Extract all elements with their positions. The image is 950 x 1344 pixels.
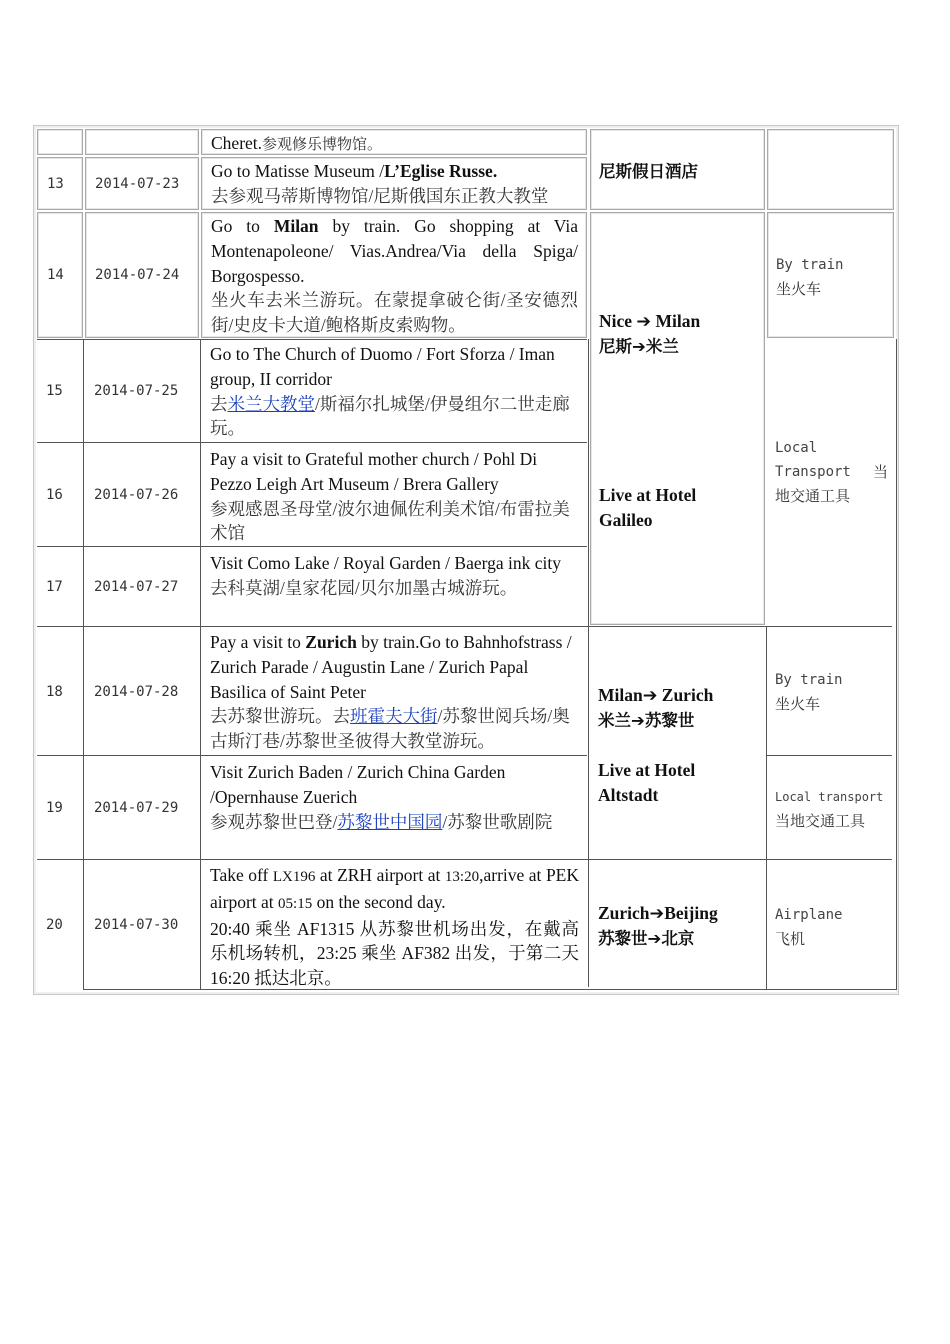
local-transport-cell: [767, 340, 894, 626]
row-13-activity: [201, 157, 587, 210]
row-16-en: Pay a visit to Grateful mother church / Pohl Di Pezzo Leigh Art Museum / Brera Gallery: [210, 449, 538, 494]
row-13-en-b: L’Eglise Russe.: [384, 161, 498, 181]
row-18-cn-a: 去苏黎世游玩。去: [210, 706, 350, 727]
row-14-activity: [201, 212, 587, 338]
row-18-transport-cn: 坐火车: [775, 695, 821, 713]
row-17-date: 2014-07-27: [94, 579, 179, 595]
row-14-en-c: by train. Go shopping at Via Montenapoleone/ Vias.Andrea/Via della Spiga/ Borgospesso.: [211, 216, 578, 286]
local-transport-cn-inline: 当: [872, 463, 888, 481]
row-14-num: 14: [37, 212, 83, 338]
row-13-en-a: Go to Matisse Museum /: [211, 161, 385, 181]
row-16-date: 2014-07-26: [94, 487, 179, 503]
row-15-date: 2014-07-25: [94, 383, 179, 399]
row-17-cn: 去科莫湖/皇家花园/贝尔加墨古城游玩。: [210, 577, 518, 598]
route-nice-cn: 尼斯➔米兰: [599, 336, 679, 356]
num-cell-empty: [37, 129, 83, 155]
row-18-en-b: Zurich: [305, 632, 357, 652]
row-divider: [37, 859, 892, 860]
row-20-flight: LX196: [272, 869, 316, 885]
local-transport-en: Local Transport: [775, 440, 851, 480]
col-divider: [588, 339, 589, 987]
row-20-transport: [767, 861, 894, 989]
row-17-num: 17: [46, 579, 63, 595]
row-20-cn: 20:40 乘坐 AF1315 从苏黎世机场出发，在戴高乐机场转机，23:25 乘坐 AF382 出发，于第二天 16:20 抵达北京。: [210, 918, 579, 989]
hotel-altstadt-text: Live at Hotel Altstadt: [598, 760, 696, 805]
row-18-num: 18: [46, 683, 63, 700]
route-cell-milan-zurich: [590, 628, 765, 859]
row-19-transport-cn: 当地交通工具: [775, 812, 866, 830]
row-20-en-d: on the second day.: [312, 891, 446, 912]
row-19-en: Visit Zurich Baden / Zurich China Garden /Opernhause Zuerich: [210, 762, 506, 807]
china-garden-link[interactable]: 苏黎世中国园: [337, 811, 443, 832]
row-15-cn-a: 去: [210, 393, 228, 414]
row-14-date: 2014-07-24: [85, 212, 199, 338]
row-16-cn: 参观感恩圣母堂/波尔迪佩佐利美术馆/布雷拉美术馆: [210, 498, 570, 544]
row-19-transport-en: Local transport: [775, 790, 884, 804]
row-16-num: 16: [46, 487, 63, 503]
col-divider: [896, 339, 897, 989]
row-20-time-2: 05:15: [278, 895, 313, 912]
row-13-num: 13: [37, 157, 83, 210]
col-divider: [200, 339, 201, 989]
row-19-date: 2014-07-29: [94, 800, 179, 816]
row-divider: [767, 755, 892, 756]
col-divider: [766, 626, 767, 989]
route-cell-nice-milan: [590, 212, 765, 625]
hotel-nice-text: 尼斯假日酒店: [599, 161, 698, 181]
arrow-right-icon: ➔: [649, 904, 665, 924]
route-nice-to: Milan: [655, 311, 701, 331]
row-18-transport-en: By train: [775, 672, 843, 688]
row-15-activity: [201, 340, 587, 442]
row-19-activity: [201, 757, 587, 859]
row-18-cn-b: /苏黎世阅兵场/奥古斯汀巷/苏黎世圣彼得大教堂游玩。: [210, 706, 570, 752]
row-13-cn: 去参观马蒂斯博物馆/尼斯俄国东正教大教堂: [211, 185, 549, 206]
bahnhofstrasse-link[interactable]: 班霍夫大街: [350, 706, 438, 727]
route-zurich-from: Zurich: [598, 903, 650, 923]
row-14-transport-en: By train: [776, 257, 844, 273]
hotel-galileo-text: Live at Hotel Galileo: [599, 485, 697, 530]
table-bottom-border: [83, 989, 897, 990]
row-20-transport-en: Airplane: [775, 907, 843, 923]
row-17-activity: [201, 548, 587, 626]
row-15-cn-b: /斯福尔扎城堡/伊曼组尔二世走廊玩。: [210, 393, 570, 439]
arrow-right-icon: ➔: [636, 312, 652, 332]
route-zurich-to: Beijing: [664, 903, 718, 923]
row-20-en-b: at ZRH airport at: [315, 865, 445, 885]
row-13-date: 2014-07-23: [85, 157, 199, 210]
route-milan-to: Zurich: [657, 685, 714, 705]
row-17-en: Visit Como Lake / Royal Garden / Baerga ink city: [210, 553, 561, 573]
route-zurich-cn: 苏黎世➔北京: [598, 928, 695, 948]
row-20-date: 2014-07-30: [94, 917, 179, 933]
cheret-text: Cheret.: [211, 133, 263, 153]
row-20-activity: [201, 861, 587, 989]
row-19-cn-b: /苏黎世歌剧院: [442, 811, 553, 832]
row-divider: [37, 626, 892, 627]
row-15-num: 15: [46, 383, 63, 399]
row-19-cn-a: 参观苏黎世巴登/: [210, 811, 338, 832]
activity-cell-continued: [201, 129, 587, 155]
cheret-cn-text: 参观修乐博物馆。: [262, 135, 383, 153]
row-16-activity: [201, 444, 587, 546]
row-19-num: 19: [46, 800, 63, 816]
route-cell-zurich-beijing: [590, 861, 765, 989]
row-20-transport-cn: 飞机: [775, 930, 806, 948]
row-divider: [37, 546, 587, 547]
row-14-cn: 坐火车去米兰游玩。在蒙提拿破仑街/圣安德烈街/史皮卡大道/鲍格斯皮索购物。: [211, 290, 578, 336]
arrow-right-icon: ➔: [642, 686, 658, 706]
row-18-transport: [767, 628, 894, 755]
duomo-link[interactable]: 米兰大教堂: [227, 393, 315, 414]
row-15-en: Go to The Church of Duomo / Fort Sforza / Iman group, II corridor: [210, 344, 555, 389]
date-cell-empty: [85, 129, 199, 155]
row-18-activity: [201, 628, 587, 755]
row-19-transport: [767, 757, 894, 859]
row-18-en-c: by train.Go to Bahnhofstrass / Zurich Parade / Augustin Lane / Zurich Papal Basilica of Saint Peter: [210, 632, 572, 702]
row-20-en-c: ,arrive at PEK airport at: [210, 865, 580, 912]
route-milan-cn: 米兰➔苏黎世: [598, 710, 695, 730]
row-14-transport: [767, 212, 894, 338]
row-18-en-a: Pay a visit to: [210, 632, 306, 652]
row-14-en-a: Go to: [211, 216, 274, 236]
row-divider: [37, 339, 587, 340]
route-milan-from: Milan: [598, 685, 643, 705]
local-transport-cn: 地交通工具: [775, 487, 851, 505]
row-14-en-b: Milan: [273, 216, 319, 236]
transport-cell-empty: [767, 129, 894, 210]
row-14-transport-cn: 坐火车: [776, 280, 822, 298]
row-divider: [37, 442, 587, 443]
row-20-en-a: Take off: [210, 865, 273, 885]
row-20-time-1: 13:20: [444, 869, 480, 885]
row-18-date: 2014-07-28: [94, 683, 179, 700]
hotel-cell-nice: [590, 129, 765, 210]
row-20-num: 20: [46, 917, 63, 933]
row-divider: [37, 755, 587, 756]
route-nice-from: Nice: [599, 311, 633, 331]
col-divider: [83, 339, 84, 989]
